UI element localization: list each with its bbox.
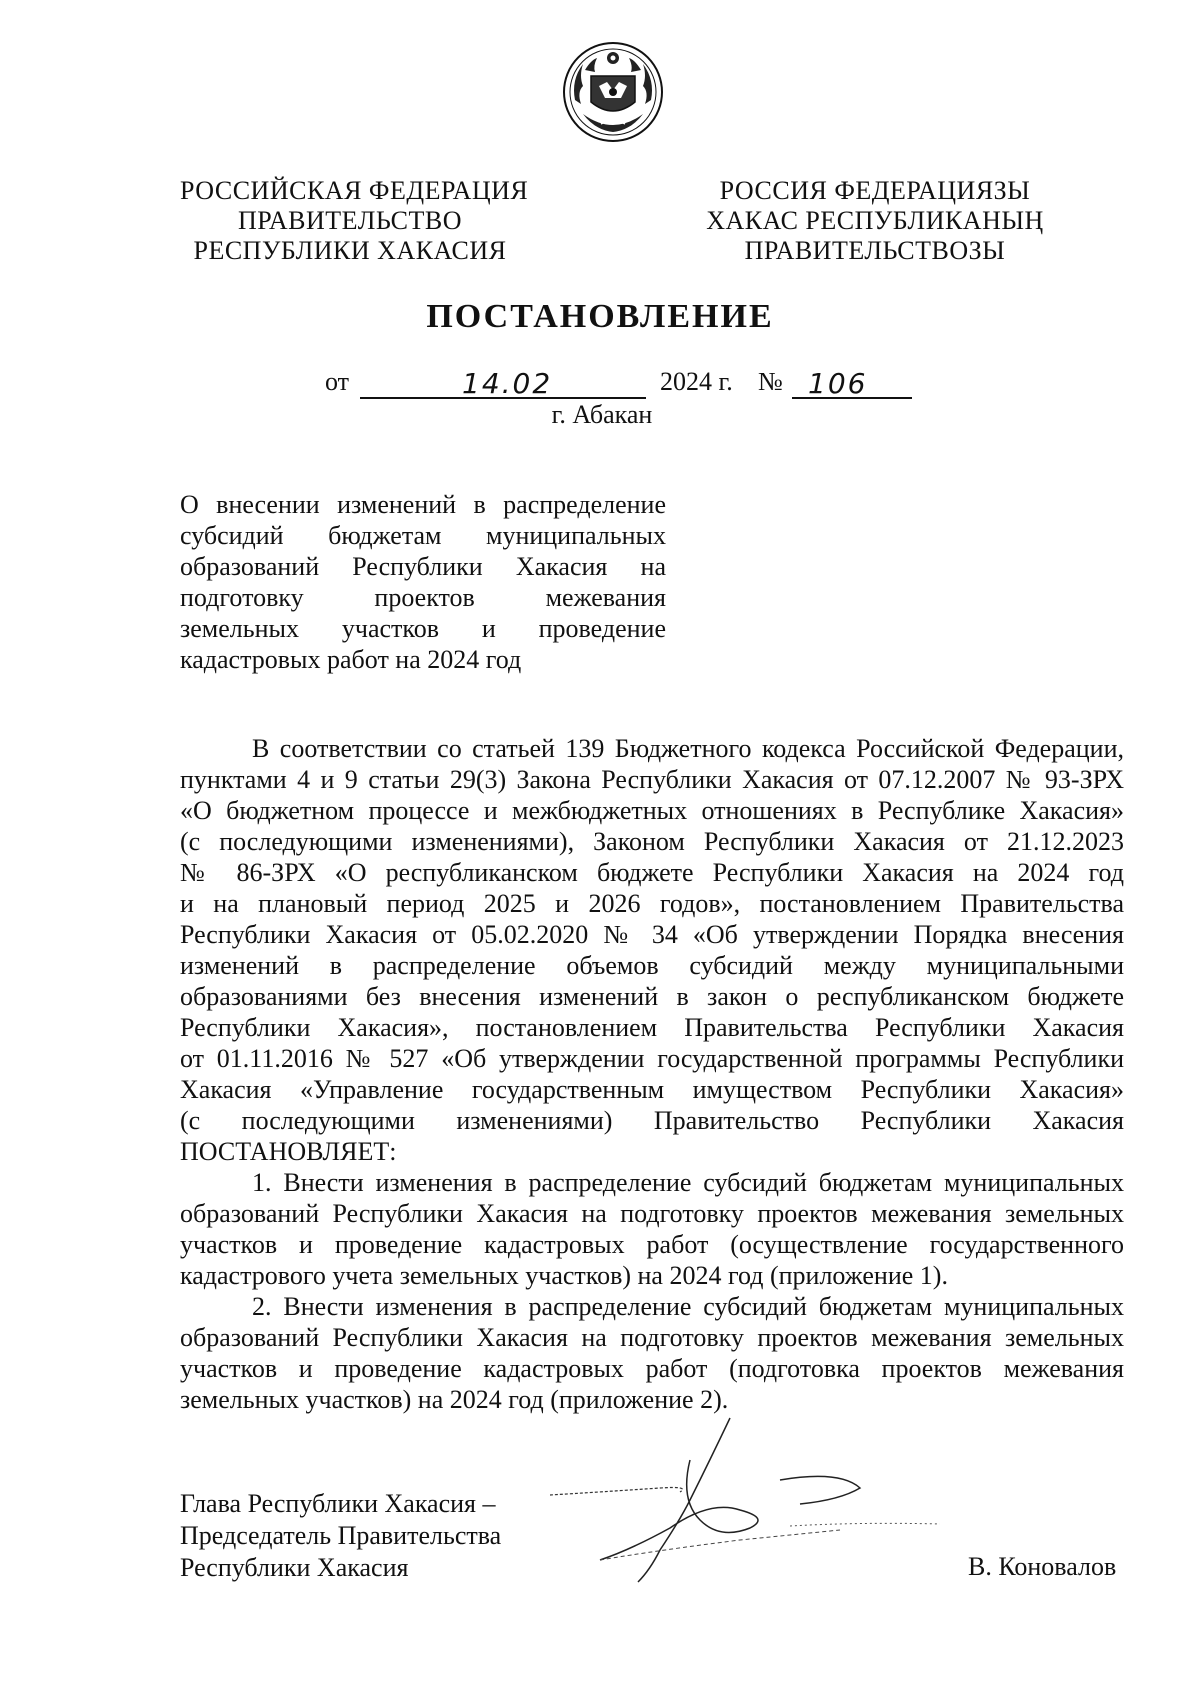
document-title: ПОСТАНОВЛЕНИЕ xyxy=(426,298,774,335)
body-line: «О бюджетном процессе и межбюджетных отношениях в Республике Хакасия» xyxy=(180,796,1124,825)
item-1-line: образований Республики Хакасия на подготовку проектов межевания земельных xyxy=(180,1199,1124,1228)
signatory-name: В. Коновалов xyxy=(968,1552,1117,1581)
body-line: пунктами 4 и 9 статьи 29(3) Закона Республики Хакасия от 07.12.2007 № 93-ЗРХ xyxy=(180,765,1124,794)
header-right-khakas xyxy=(695,176,1055,266)
number-handwritten: 106 xyxy=(808,367,868,400)
body-line: образованиями без внесения изменений в закон о республиканском бюджете xyxy=(180,982,1124,1011)
document-subject xyxy=(180,489,666,675)
header-left-line-1: РОССИЙСКАЯ ФЕДЕРАЦИЯ xyxy=(180,176,529,205)
number-label: № xyxy=(758,367,783,396)
item-1-line: кадастрового учета земельных участков) на 2024 год (приложение 1). xyxy=(180,1261,948,1290)
item-2-paragraph xyxy=(180,1291,1124,1415)
city-name: г. Абакан xyxy=(551,400,653,429)
item-1-line: 1. Внести изменения в распределение субсидий бюджетам муниципальных xyxy=(252,1168,1124,1197)
subject-line: земельных участков и проведение xyxy=(180,614,666,643)
header-left-line-2: ПРАВИТЕЛЬСТВО xyxy=(238,206,462,235)
item-1-paragraph xyxy=(180,1167,1124,1291)
body-line: (с последующими изменениями) Правительство Республики Хакасия xyxy=(180,1106,1124,1135)
signatory-position xyxy=(180,1488,501,1584)
item-2-line: земельных участков) на 2024 год (приложение 2). xyxy=(180,1385,729,1414)
coat-of-arms-emblem xyxy=(561,40,665,144)
position-line: Республики Хакасия xyxy=(180,1553,409,1582)
header-right-line-3: ПРАВИТЕЛЬСТВОЗЫ xyxy=(744,236,1006,265)
header-right-line-2: ХАКАС РЕСПУБЛИКАНЫҢ xyxy=(706,206,1044,235)
document-body xyxy=(180,733,1124,1415)
item-1-line: участков и проведение кадастровых работ (осуществление государственного xyxy=(180,1230,1124,1259)
item-2-line: участков и проведение кадастровых работ (подготовка проектов межевания xyxy=(180,1354,1124,1383)
item-2-line: 2. Внести изменения в распределение субсидий бюджетам муниципальных xyxy=(252,1292,1124,1321)
header-left-russian xyxy=(180,176,529,266)
handwritten-signature xyxy=(540,1400,970,1590)
year-text: 2024 г. xyxy=(660,367,733,396)
body-line: и на плановый период 2025 и 2026 годов», постановлением Правительства xyxy=(180,889,1124,918)
preamble-paragraph xyxy=(180,733,1124,1167)
body-line: № 86-ЗРХ «О республиканском бюджете Республики Хакасия на 2024 год xyxy=(180,858,1124,887)
position-line: Глава Республики Хакасия – xyxy=(180,1489,496,1518)
position-line: Председатель Правительства xyxy=(180,1521,502,1550)
date-handwritten: 14.02 xyxy=(462,367,553,400)
header-left-line-3: РЕСПУБЛИКИ ХАКАСИЯ xyxy=(193,236,507,265)
body-line: Хакасия «Управление государственным имуществом Республики Хакасия» xyxy=(180,1075,1124,1104)
date-prefix: от xyxy=(325,367,350,396)
subject-line: подготовку проектов межевания xyxy=(180,583,666,612)
subject-line: образований Республики Хакасия на xyxy=(180,552,666,581)
body-line: В соответствии со статьей 139 Бюджетного кодекса Российской Федерации, xyxy=(252,734,1124,763)
body-line: Республики Хакасия от 05.02.2020 № 34 «Об утверждении Порядка внесения xyxy=(180,920,1124,949)
subject-line: кадастровых работ на 2024 год xyxy=(180,645,522,674)
subject-line: О внесении изменений в распределение xyxy=(180,490,666,519)
header-right-line-1: РОССИЯ ФЕДЕРАЦИЯЗЫ xyxy=(719,176,1031,205)
body-line: ПОСТАНОВЛЯЕТ: xyxy=(180,1137,397,1166)
subject-line: субсидий бюджетам муниципальных xyxy=(180,521,666,550)
body-line: (с последующими изменениями), Законом Республики Хакасия от 21.12.2023 xyxy=(180,827,1124,856)
body-line: от 01.11.2016 № 527 «Об утверждении государственной программы Республики xyxy=(180,1044,1124,1073)
item-2-line: образований Республики Хакасия на подготовку проектов межевания земельных xyxy=(180,1323,1124,1352)
body-line: Республики Хакасия», постановлением Правительства Республики Хакасия xyxy=(180,1013,1124,1042)
body-line: изменений в распределение объемов субсидий между муниципальными xyxy=(180,951,1124,980)
